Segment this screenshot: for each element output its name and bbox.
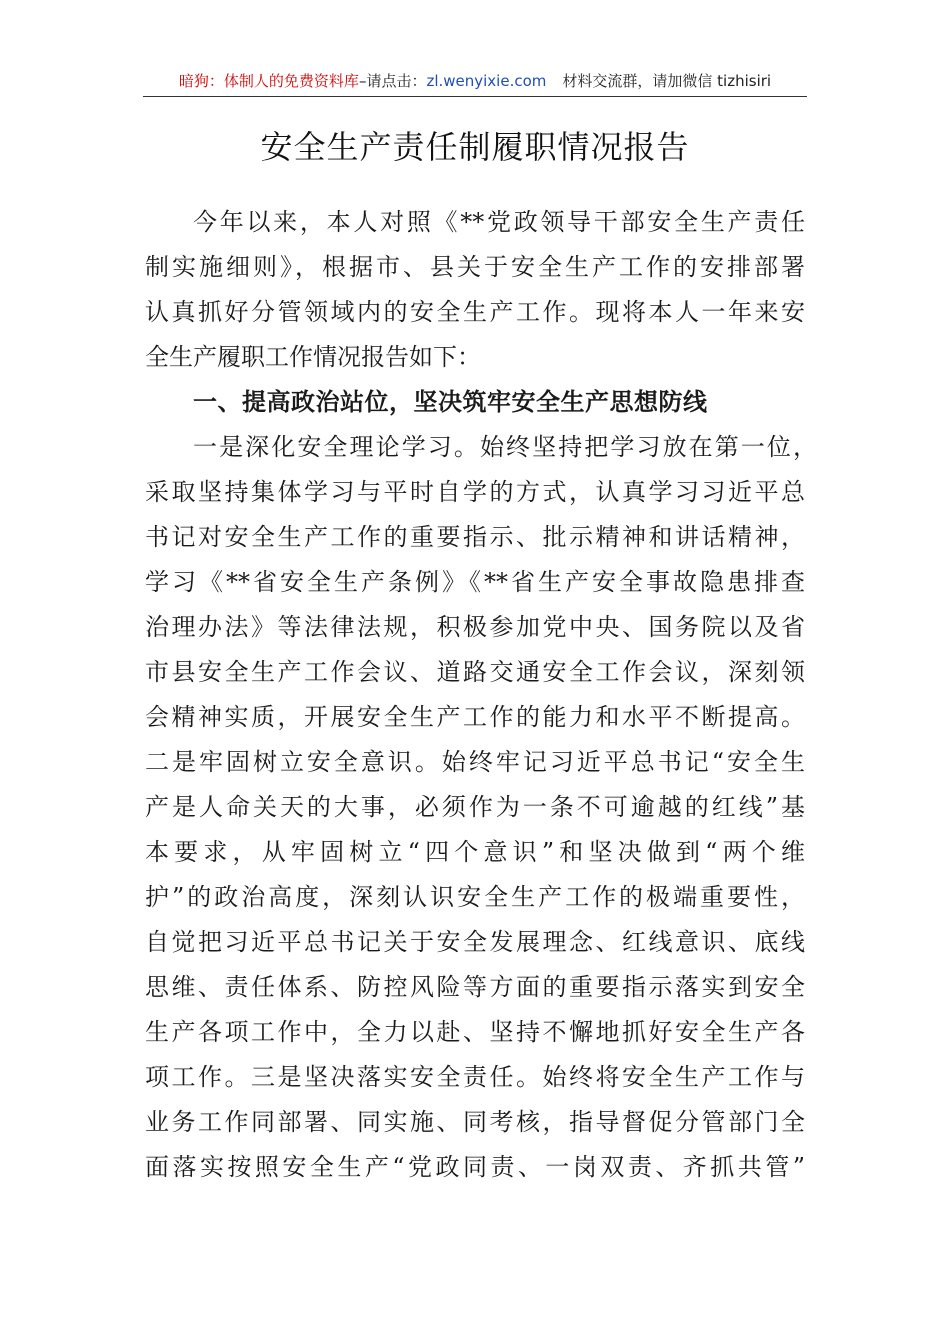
paragraph-line: 护”的政治高度，深刻认识安全生产工作的极端重要性，	[145, 883, 805, 911]
document-title: 安全生产责任制履职情况报告	[260, 128, 690, 166]
page-header-banner	[143, 66, 807, 97]
paragraph-line: 认真抓好分管领域内的安全生产工作。现将本人一年来安	[145, 298, 805, 326]
paragraph-line: 业务工作同部署、同实施、同考核，指导督促分管部门全	[145, 1108, 805, 1136]
header-group-text: 材料交流群，请加微信 tizhisiri	[562, 72, 772, 90]
paragraph-line: 市县安全生产工作会议、道路交通安全工作会议，深刻领	[145, 658, 805, 686]
header-url-link[interactable]: zl.wenyixie.com	[426, 72, 547, 90]
paragraph-line: 采取坚持集体学习与平时自学的方式，认真学习习近平总	[145, 478, 805, 506]
paragraph-line: 全生产履职工作情况报告如下：	[145, 343, 481, 371]
paragraph-line: 今年以来，本人对照《**党政领导干部安全生产责任	[193, 208, 805, 236]
paragraph-line: 会精神实质，开展安全生产工作的能力和水平不断提高。	[145, 703, 805, 731]
paragraph-line: 一是深化安全理论学习。始终坚持把学习放在第一位，	[193, 433, 817, 461]
paragraph-line: 自觉把习近平总书记关于安全发展理念、红线意识、底线	[145, 928, 805, 956]
paragraph-line: 产是人命关天的大事，必须作为一条不可逾越的红线”基	[145, 793, 805, 821]
paragraph-line: 生产各项工作中，全力以赴、坚持不懈地抓好安全生产各	[145, 1018, 805, 1046]
paragraph-line: 书记对安全生产工作的重要指示、批示精神和讲话精神，	[145, 523, 805, 551]
paragraph-line: 制实施细则》，根据市、县关于安全生产工作的安排部署	[145, 253, 805, 281]
header-promo-text: 暗狗：体制人的免费资料库	[178, 72, 359, 90]
paragraph-line: 本要求，从牢固树立“四个意识”和坚决做到“两个维	[145, 838, 805, 866]
paragraph-line: 项工作。三是坚决落实安全责任。始终将安全生产工作与	[145, 1063, 805, 1091]
paragraph-line: 面落实按照安全生产“党政同责、一岗双责、齐抓共管”	[145, 1153, 805, 1181]
paragraph-line: 治理办法》等法律法规，积极参加党中央、国务院以及省	[145, 613, 805, 641]
paragraph-line: 学习《**省安全生产条例》《**省生产安全事故隐患排查	[145, 568, 805, 596]
header-click-text: –请点击：	[358, 72, 427, 90]
paragraph-line: 思维、责任体系、防控风险等方面的重要指示落实到安全	[145, 973, 805, 1001]
paragraph-line: 二是牢固树立安全意识。始终牢记习近平总书记“安全生	[145, 748, 805, 776]
section-heading: 一、提高政治站位，坚决筑牢安全生产思想防线	[193, 388, 708, 416]
